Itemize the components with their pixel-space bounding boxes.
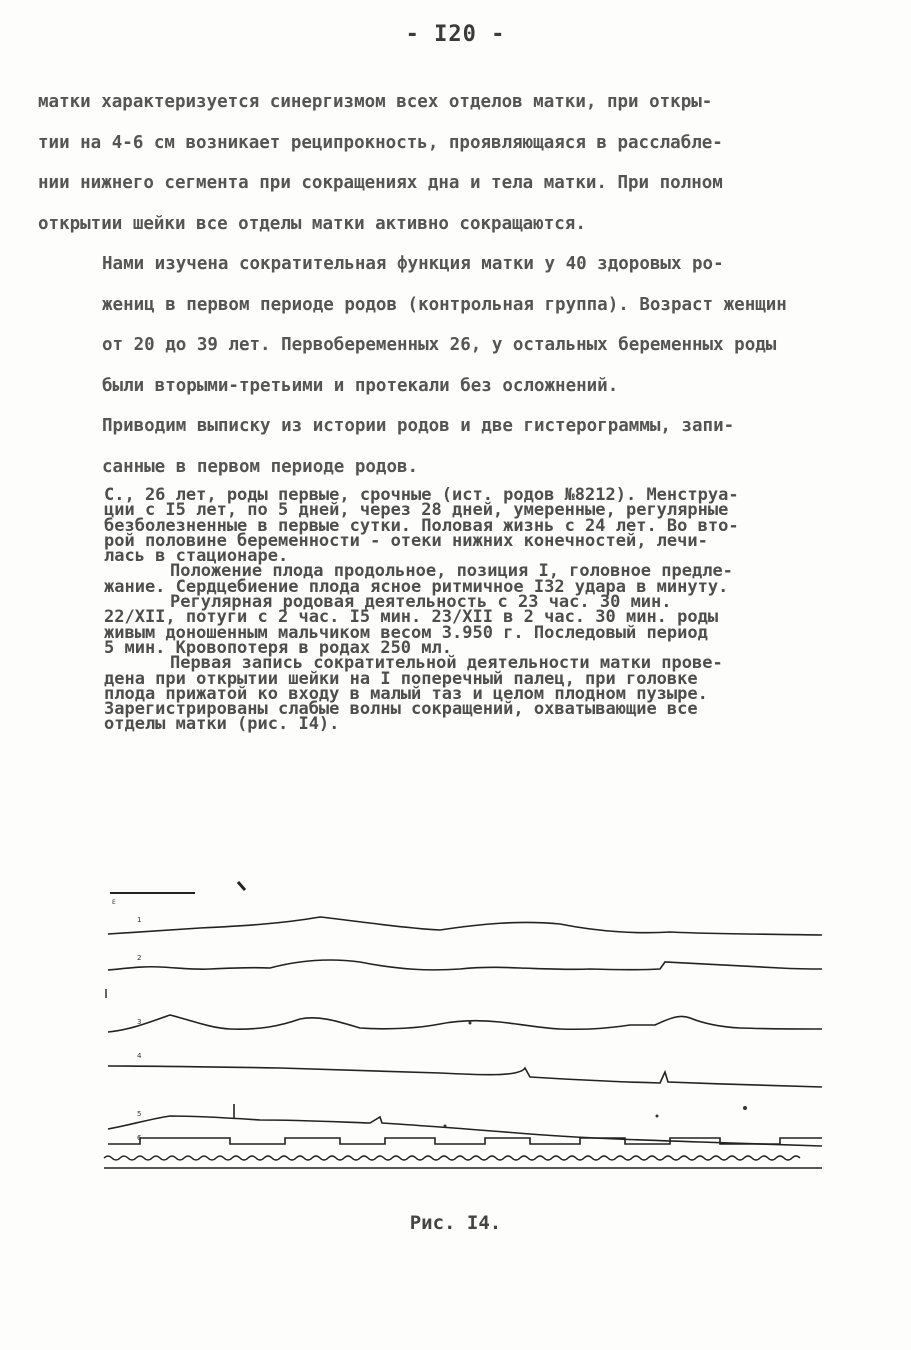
channel-2-label: 2: [137, 954, 142, 962]
text-line: 5 мин. Кровопотеря в родах 250 мл.: [104, 637, 452, 658]
hysterogram-figure: [100, 872, 830, 1182]
case-paragraph-1: [104, 485, 874, 567]
text-line: безболезненные в первые сутки. Половая жизнь с 24 лет. Во вто-: [104, 515, 739, 536]
text-line: Зарегистрированы слабые волны сокращений, охватывающие все: [104, 699, 698, 720]
trace-channel-4: [108, 1066, 822, 1087]
speck: [469, 1022, 472, 1025]
speck: [743, 1106, 747, 1110]
trace-channel-1: [108, 917, 822, 935]
channel-5-label: 5: [137, 1110, 142, 1118]
case-paragraph-4: [104, 653, 874, 735]
hysterogram-traces: [100, 872, 830, 1182]
text-line: Нами изучена сократительная функция матки у 40 здоровых ро-: [102, 254, 724, 274]
trace-channel-3: [108, 1015, 822, 1032]
paragraph-3: [38, 406, 846, 487]
speck: [656, 1115, 659, 1118]
case-paragraph-2: [104, 561, 874, 597]
page-number: - I20 -: [405, 22, 506, 47]
paragraph-2: [38, 244, 846, 406]
text-line: Регулярная родовая деятельность с 23 час. 30 мин.: [170, 592, 672, 613]
paragraph-1: [38, 82, 846, 244]
text-line: Первая запись сократительной деятельности матки прове-: [170, 653, 723, 674]
channel-4-label: 4: [137, 1052, 142, 1060]
text-line: жениц в первом периоде родов (контрольная группа). Возраст женщин: [102, 294, 787, 315]
main-text: [38, 82, 846, 487]
case-paragraph-3: [104, 592, 874, 658]
speck: [444, 1125, 447, 1128]
case-history-excerpt: [104, 485, 874, 735]
text-line: Приводим выписку из истории родов и две гистерограммы, запи-: [102, 416, 735, 436]
channel-1-label: 1: [137, 916, 142, 924]
marker-tick: [238, 882, 245, 890]
text-line: нии нижнего сегмента при сокращениях дна и тела матки. При полном: [38, 173, 723, 193]
text-line: Положение плода продольное, позиция I, головное предле-: [170, 561, 733, 582]
text-line: лась в стационаре.: [104, 546, 289, 567]
channel-3-label: 3: [137, 1018, 142, 1026]
text-line: жание. Сердцебиение плода ясное ритмичное I32 удара в минуту.: [104, 576, 729, 597]
text-line: живым доношенным мальчиком весом 3.950 г. Последовый период: [104, 622, 708, 643]
text-line: С., 26 лет, роды первые, срочные (ист. родов №8212). Менструа-: [104, 485, 739, 505]
text-line: от 20 до 39 лет. Первобеременных 26, у остальных беременных роды: [102, 335, 777, 355]
text-line: отделы матки (рис. I4).: [104, 714, 340, 735]
figure-caption: Рис. I4.: [409, 1212, 502, 1234]
text-line: были вторыми-третьими и протекали без осложнений.: [102, 375, 619, 396]
text-line: тии на 4-6 см возникает реципрокность, проявляющаяся в расслабле-: [38, 132, 723, 153]
text-line: дена при открытии шейки на I поперечный палец, при головке: [104, 668, 698, 689]
text-line: матки характеризуется синергизмом всех отделов матки, при откры-: [38, 92, 713, 112]
channel-6-label: 6: [137, 1134, 142, 1142]
trace-channel-5: [108, 1116, 822, 1146]
text-line: плода прижатой ко входу в малый таз и целом плодном пузыре.: [104, 683, 708, 704]
text-line: открытии шейки все отделы матки активно сокращаются.: [38, 213, 586, 234]
text-line: ции с I5 лет, по 5 дней, через 28 дней, умеренные, регулярные: [104, 500, 729, 521]
text-line: санные в первом периоде родов.: [102, 456, 419, 477]
time-marker-wave: [104, 1156, 800, 1160]
marker-label: Е: [112, 899, 116, 906]
text-line: 22/XII, потуги с 2 час. I5 мин. 23/XII в 2 час. 30 мин. роды: [104, 607, 719, 628]
trace-channel-2: [108, 960, 822, 970]
text-line: рой половине беременности - отеки нижних конечностей, лечи-: [104, 530, 708, 551]
